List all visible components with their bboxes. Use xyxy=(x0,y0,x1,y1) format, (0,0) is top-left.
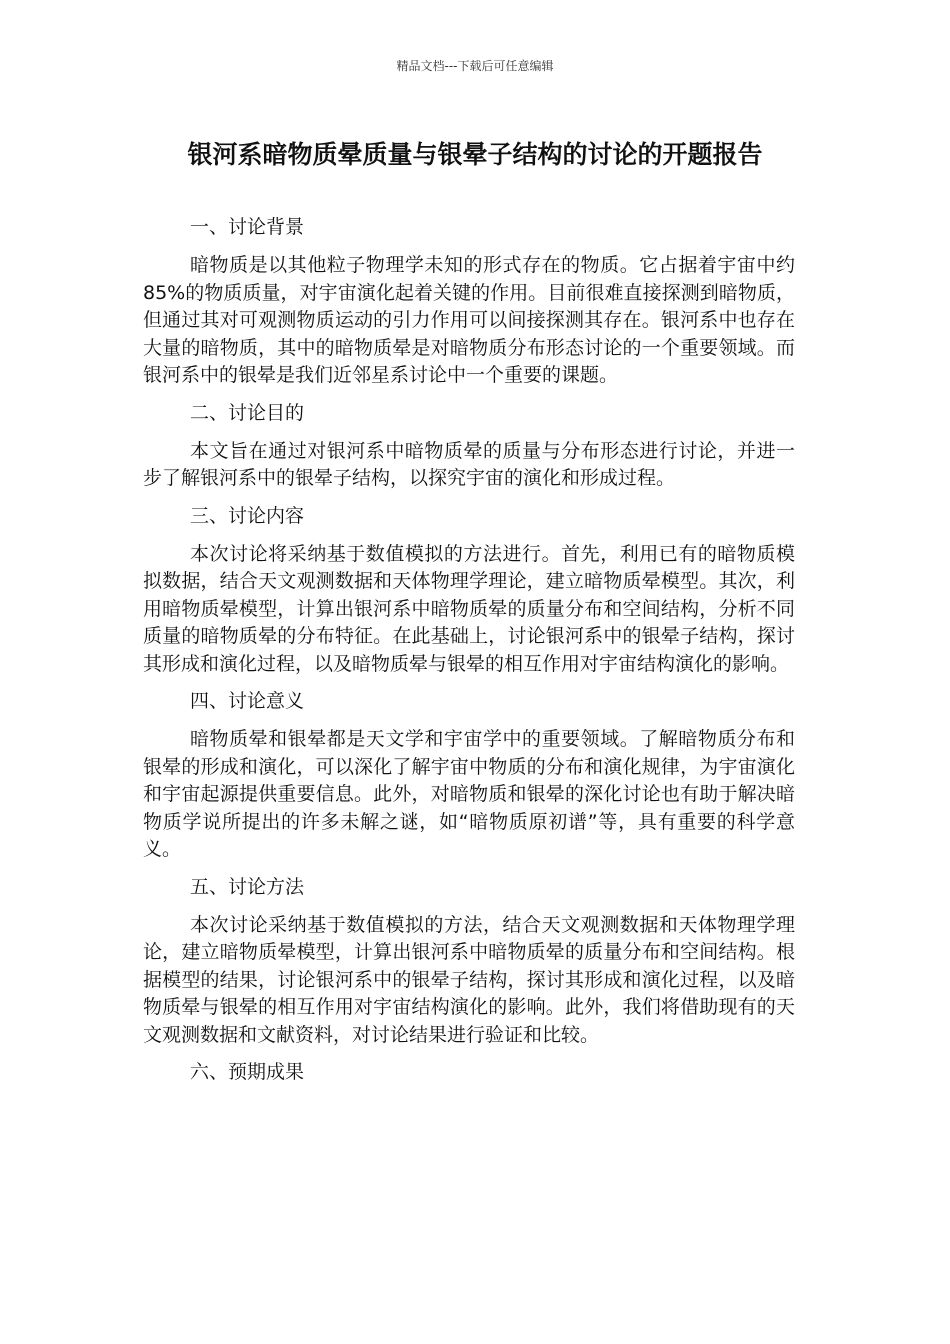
section-heading: 三、讨论内容 xyxy=(190,504,305,527)
section-heading: 六、预期成果 xyxy=(190,1061,305,1083)
section-background xyxy=(143,212,795,390)
document-title: 银河系暗物质晕质量与银晕子结构的讨论的开题报告 xyxy=(187,140,763,169)
section-heading: 一、讨论背景 xyxy=(190,216,305,238)
section-paragraph: 本次讨论将采纳基于数值模拟的方法进行。首先，利用已有的暗物质模拟数据，结合天文观测数据和天体物理学理论，建立暗物质晕模型。其次，利用暗物质晕模型，计算出银河系中暗物质晕的质量分布和空间结构，分析不同质量的暗物质晕的分布特征。在此基础上，讨论银河系中的银晕子结构，探讨其形成和演化过程，以及暗物质晕与银晕的相互作用对宇宙结构演化的影响。 xyxy=(143,542,795,675)
section-paragraph: 本文旨在通过对银河系中暗物质晕的质量与分布形态进行讨论，并进一步了解银河系中的银晕子结构，以探究宇宙的演化和形成过程。 xyxy=(143,439,795,489)
section-paragraph: 暗物质是以其他粒子物理学未知的形式存在的物质。它占据着宇宙中约 85%的物质质量，对宇宙演化起着关键的作用。目前很难直接探测到暗物质，但通过其对可观测物质运动的引力作用可以间接探测其存在。银河系中也存在大量的暗物质，其中的暗物质晕是对暗物质分布形态讨论的一个重要领域。而银河系中的银晕是我们近邻星系讨论中一个重要的课题。 xyxy=(143,254,795,386)
section-significance xyxy=(143,686,795,864)
section-method xyxy=(143,872,795,1050)
header-note: 精品文档---下载后可任意编辑 xyxy=(396,59,554,73)
section-heading: 四、讨论意义 xyxy=(190,690,305,712)
section-paragraph: 暗物质晕和银晕都是天文学和宇宙学中的重要领域。了解暗物质分布和银晕的形成和演化，可以深化了解宇宙中物质的分布和演化规律，为宇宙演化和宇宙起源提供重要信息。此外，对暗物质和银晕的深化讨论也有助于解决暗物质学说所提出的许多未解之谜，如“暗物质原初谱”等，具有重要的科学意义。 xyxy=(143,728,795,860)
section-heading: 二、讨论目的 xyxy=(190,401,305,424)
section-expected-results xyxy=(143,1057,795,1087)
section-content xyxy=(143,501,795,679)
section-paragraph: 本次讨论采纳基于数值模拟的方法，结合天文观测数据和天体物理学理论，建立暗物质晕模型，计算出银河系中暗物质晕的质量分布和空间结构。根据模型的结果，讨论银河系中的银晕子结构，探讨其形成和演化过程，以及暗物质晕与银晕的相互作用对宇宙结构演化的影响。此外，我们将借助现有的天文观测数据和文献资料，对讨论结果进行验证和比较。 xyxy=(143,913,795,1046)
section-heading: 五、讨论方法 xyxy=(190,875,305,898)
document-body xyxy=(143,212,795,1097)
section-purpose xyxy=(143,398,795,493)
